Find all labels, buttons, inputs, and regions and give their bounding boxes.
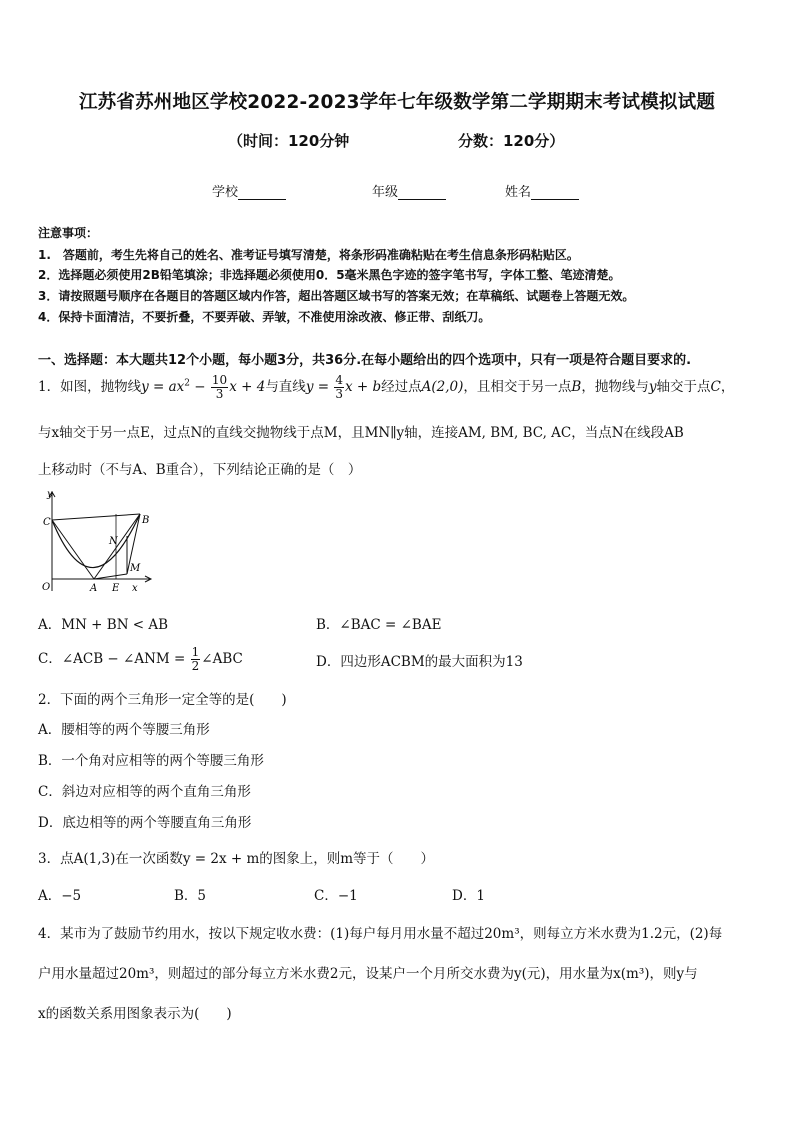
q1-option-c-fraction: $\frac{1}{2}$ [191,645,200,673]
section-heading: 一、选择题：本大题共12个小题，每小题3分，共36分.在每小题给出的四个选项中，只有一项是符合题目要求的. [38,353,692,368]
notice-item: 4．保持卡面清洁，不要折叠，不要弄破、弄皱，不准使用涂改液、修正带、刮纸刀。 [38,310,491,324]
grade-label: 年级 [372,185,399,200]
q2-option-c[interactable]: C．斜边对应相等的两个直角三角形 [38,784,251,800]
q1-segment-bc [52,514,140,520]
q1-option-c-text: C．∠ACB − ∠ANM = [38,651,190,667]
q1-point: C [710,379,721,395]
q1-option-d[interactable]: D．四边形ACBM的最大面积为13 [316,654,523,670]
q1-text: ， [720,379,735,395]
notice-item: 2．选择题必须使用2B铅笔填涂；非选择题必须使用0．5毫米黑色字迹的签字笔书写，字体工整、笔迹清楚。 [38,268,621,282]
q3-option-c[interactable]: C．−1 [314,888,358,904]
q1-label-x: x [132,583,138,594]
q2-option-d[interactable]: D．底边相等的两个等腰直角三角形 [38,815,252,831]
q3-option-a[interactable]: A．−5 [38,888,82,904]
q1-label-a: A [90,583,98,594]
q2-option-b[interactable]: B．一个角对应相等的两个等腰三角形 [38,753,264,769]
q1-label-y: y [47,489,53,500]
q1-text: 经过点 [381,379,422,395]
q1-label-e: E [112,583,120,594]
q4-line3: x的函数关系用图象表示为( ) [38,1006,232,1022]
q3-option-b[interactable]: B．5 [174,888,207,904]
q1-text: ，且相交于另一点 [463,379,572,395]
q1-label-o: O [42,582,51,593]
q1-segment-ac [52,520,94,579]
notice-heading: 注意事项： [38,226,99,240]
q1-text: 1．如图，抛物线 [38,379,142,395]
q1-line3: 上移动时（不与A、B重合），下列结论正确的是（ ） [38,462,362,478]
q1-var: y [648,379,657,395]
q1-text: 与直线 [265,379,306,395]
q3-stem: 3．点A(1,3)在一次函数y = 2x + m的图象上，则m等于（ ） [38,851,435,867]
q1-line1: 1．如图，抛物线$y = ax^2$ − $\frac{10}{3}$ x + 4与直线y = $\frac{4}{3}$ x + b经过点A(2,0)，且相交于另一点B，抛物线与y轴交于点C， [38,373,735,401]
q1-point: B [571,379,582,395]
q4-line2: 户用水量超过20m³，则超过的部分每立方米水费2元，设某户一个月所交水费为y(元)，用水量为x(m³)，则y与 [38,966,698,982]
q2-stem: 2．下面的两个三角形一定全等的是( ) [38,692,287,708]
q4-line1: 4．某市为了鼓励节约用水，按以下规定收水费：(1)每户每月用水量不超过20m³，则每立方米水费为1.2元，(2)每 [38,926,723,942]
q1-eq: y = [305,379,334,395]
q1-figure [38,488,156,598]
q1-axes [49,492,151,591]
q1-line2: 与x轴交于另一点E，过点N的直线交抛物线于点M，且MN∥y轴，连接AM, BM, BC, AC，当点N在线段AB [38,425,684,441]
q1-label-b: B [142,515,150,526]
q1-segment-am [94,574,127,579]
q1-option-c[interactable] [38,646,243,673]
exam-title: 江苏省苏州地区学校2022-2023学年七年级数学第二学期期末考试模拟试题 [78,92,716,113]
grade-field [372,181,446,200]
q1-eq: x + b [344,379,382,395]
q2-option-a[interactable]: A．腰相等的两个等腰三角形 [38,722,210,738]
q1-option-b[interactable]: B．∠BAC = ∠BAE [316,617,442,633]
school-field [212,181,286,200]
name-label: 姓名 [505,185,532,200]
exam-time: （时间：120分钟 [228,132,350,150]
q3-option-d[interactable]: D．1 [452,888,485,904]
q1-option-c-text: ∠ABC [201,651,243,667]
q1-label-m: M [130,563,141,574]
q1-label-n: N [109,536,118,547]
notice-item: 3．请按照题号顺序在各题目的答题区域内作答，超出答题区域书写的答案无效；在草稿纸、试题卷上答题无效。 [38,289,635,303]
q1-eq: y = ax [141,379,185,395]
q1-text: 轴交于点 [656,379,711,395]
q1-fraction: $\frac{10}{3}$ [211,373,228,401]
q1-option-a[interactable]: A．MN + BN < AB [38,617,169,633]
q1-point: A(2,0) [421,379,464,395]
name-blank[interactable] [531,187,579,200]
q1-eq: x + 4 [229,379,266,395]
school-label: 学校 [212,185,239,200]
school-blank[interactable] [238,187,286,200]
q1-text: ，抛物线与 [581,379,649,395]
grade-blank[interactable] [398,187,446,200]
name-field [505,181,579,200]
q1-eq: − [190,379,210,395]
q1-label-c: C [43,517,51,528]
exam-score: 分数：120分） [458,132,565,150]
q1-fraction: $\frac{4}{3}$ [335,373,343,401]
notice-item: 1. 答题前，考生先将自己的姓名、准考证号填写清楚，将条形码准确粘贴在考生信息条形码粘贴区。 [38,248,579,262]
